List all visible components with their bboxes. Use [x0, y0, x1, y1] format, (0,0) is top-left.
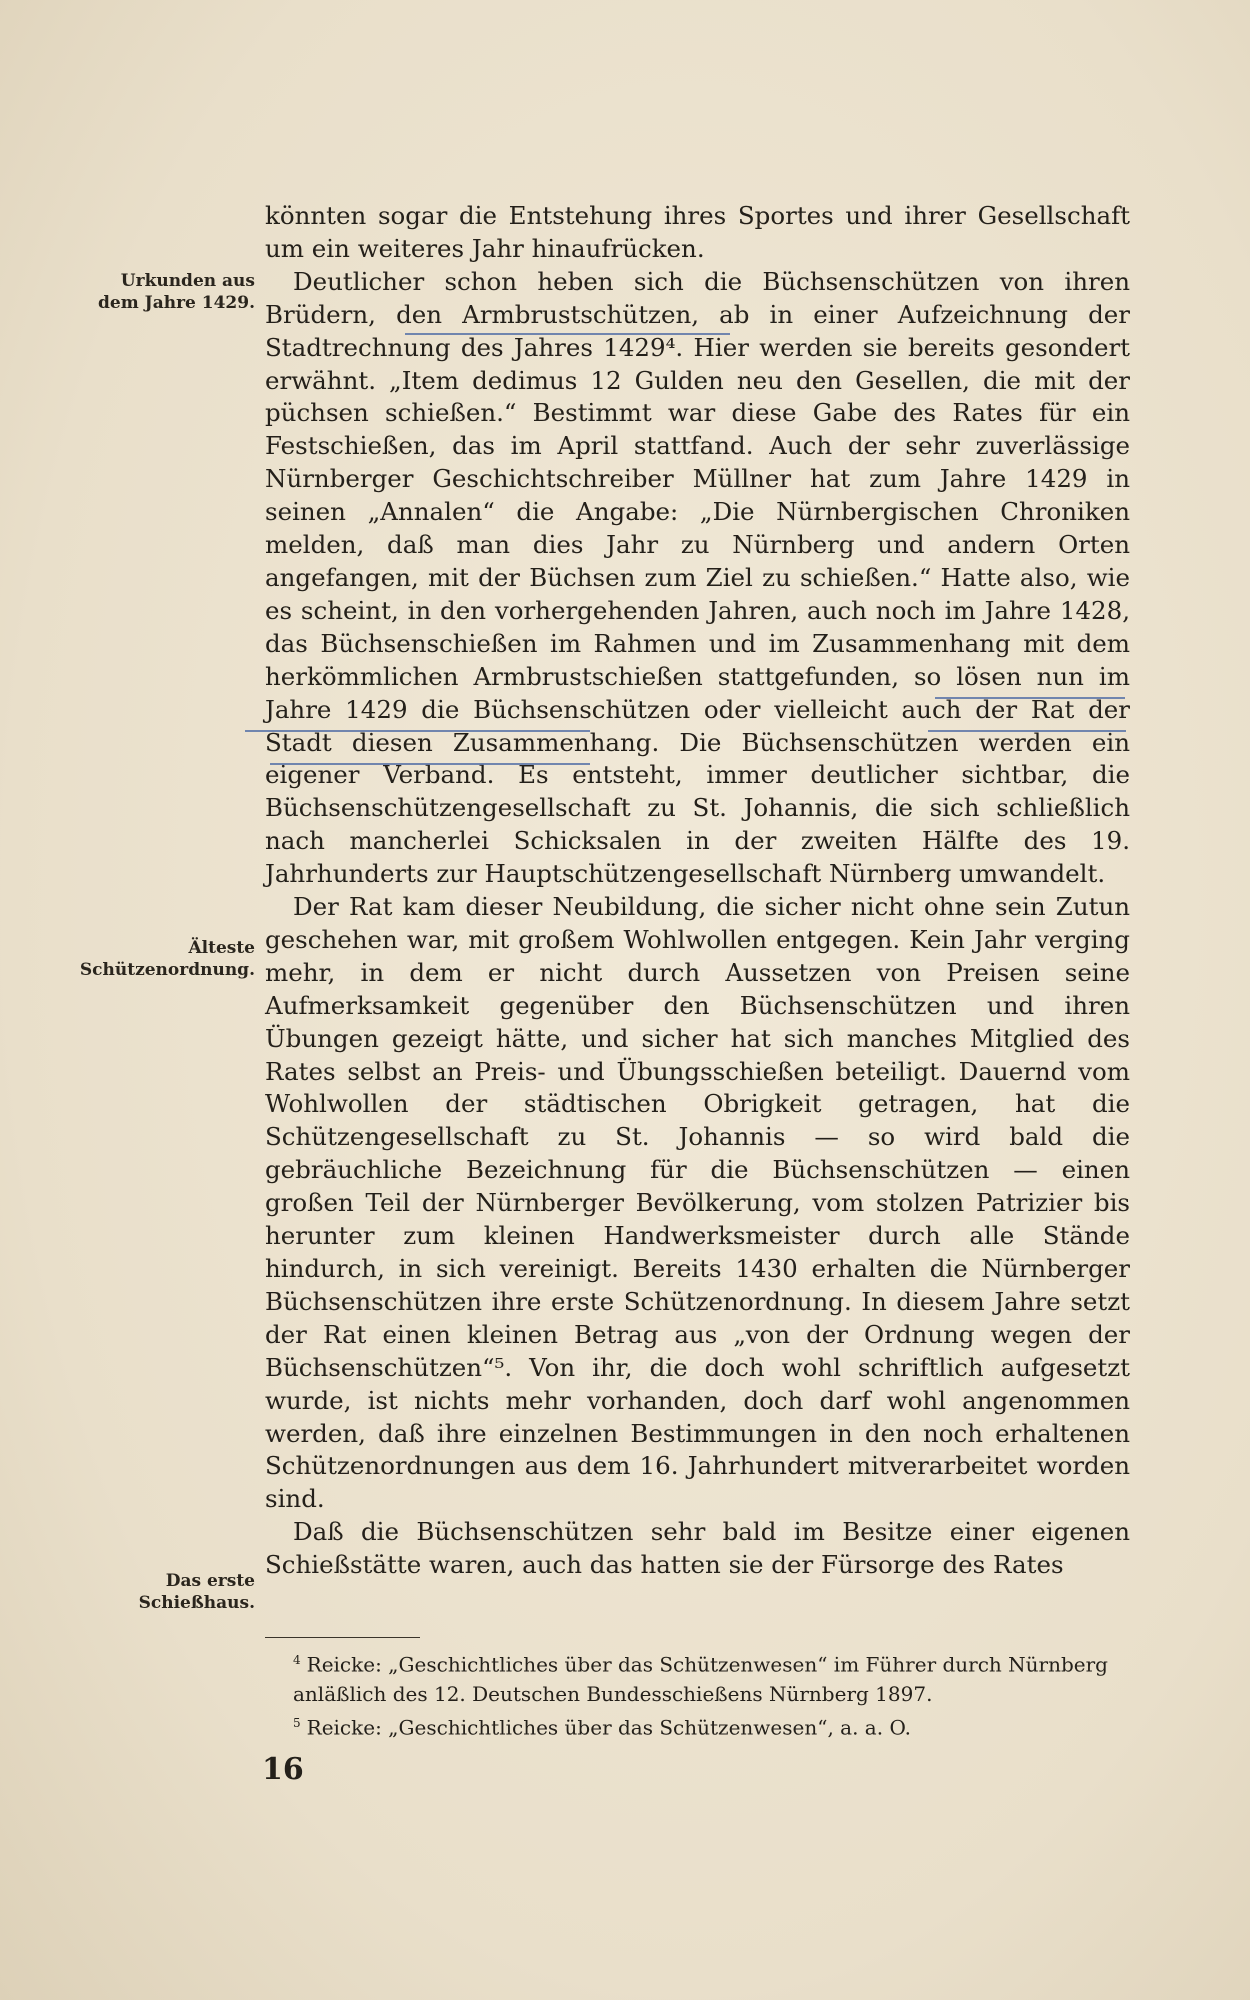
pencil-underline — [405, 333, 730, 335]
footnote-text: Reicke: „Geschichtliches über das Schützenwesen“ im Führer durch Nürnberg anläßlich des 12. Deutschen Bundesschießens Nürnberg 1897. — [293, 1652, 1108, 1706]
pencil-underline — [928, 730, 1126, 732]
body-text — [265, 200, 1130, 1582]
margin-note-line: dem Jahre 1429. — [98, 293, 255, 313]
pencil-underline — [245, 730, 590, 732]
pencil-underline — [270, 763, 590, 765]
margin-note-schuetzenordnung — [40, 937, 255, 981]
margin-note-line: Älteste — [188, 938, 255, 958]
page-number: 16 — [262, 1752, 304, 1787]
margin-note-urkunden — [40, 270, 255, 314]
footnotes — [265, 1646, 1130, 1742]
paragraph: könnten sogar die Entstehung ihres Sportes und ihrer Gesellschaft um ein weiteres Jahr hinaufrücken. — [265, 201, 1130, 263]
footnote-text: Reicke: „Geschichtliches über das Schützenwesen“, a. a. O. — [306, 1715, 912, 1740]
footnote — [265, 1646, 1130, 1709]
footnote — [265, 1709, 1130, 1743]
margin-note-schiesshaus — [40, 1570, 255, 1614]
paragraph: Daß die Büchsenschützen sehr bald im Besitze einer eigenen Schießstätte waren, auch das hatten sie der Fürsorge des Rates — [265, 1517, 1130, 1580]
margin-note-line: Schießhaus. — [138, 1593, 255, 1613]
footnote-mark: 5 — [293, 1715, 301, 1730]
pencil-underline — [935, 697, 1125, 699]
margin-note-line: Urkunden aus — [120, 271, 255, 291]
footnote-rule — [265, 1637, 420, 1638]
margin-note-line: Das erste — [165, 1571, 255, 1591]
footnote-mark: 4 — [293, 1653, 301, 1667]
margin-note-line: Schützenordnung. — [79, 960, 255, 980]
paragraph: Der Rat kam dieser Neubildung, die sicher nicht ohne sein Zutun geschehen war, mit großem Wohlwollen entgegen. Kein Jahr verging mehr, in dem er nicht durch Aussetzen von Preisen seine Aufmerksamkeit gegenüber den Büchsenschützen und ihren Übungen gezeigt hätte, und sicher hat sich manches Mitglied des Rates selbst an Preis- und Übungsschießen beteiligt. Dauernd vom Wohlwollen der städtischen Obrigkeit getragen, hat die Schützengesellschaft zu St. Johannis — so wird bald die gebräuchliche Bezeichnung für die Büchsenschützen — einen großen Teil der Nürnberger Bevölkerung, vom stolzen Patrizier bis herunter zum kleinen Handwerksmeister durch alle Stände hindurch, in sich vereinigt. Bereits 1430 erhalten die Nürnberger Büchsenschützen ihre erste Schützenordnung. In diesem Jahre setzt der Rat einen kleinen Betrag aus „von der Ordnung wegen der Büchsenschützen“⁵. Von ihr, die doch wohl schriftlich aufgesetzt wurde, ist nichts mehr vorhanden, doch darf wohl angenommen werden, daß ihre einzelnen Bestimmungen in den noch erhaltenen Schützenordnungen aus dem 16. Jahrhundert mitverarbeitet worden sind. — [265, 892, 1130, 1514]
paragraph: Deutlicher schon heben sich die Büchsenschützen von ihren Brüdern, den Armbrustschützen, ab in einer Aufzeichnung der Stadtrechnung des Jahres 1429⁴. Hier werden sie bereits gesondert erwähnt. „Item dedimus 12 Gulden neu den Gesellen, die mit der püchsen schießen.“ Bestimmt war diese Gabe des Rates für ein Festschießen, das im April stattfand. Auch der sehr zuverlässige Nürnberger Geschichtschreiber Müllner hat zum Jahre 1429 in seinen „Annalen“ die Angabe: „Die Nürnbergischen Chroniken melden, daß man dies Jahr zu Nürnberg und andern Orten angefangen, mit der Büchsen zum Ziel zu schießen.“ Hatte also, wie es scheint, in den vorhergehenden Jahren, auch noch im Jahre 1428, das Büchsenschießen im Rahmen und im Zusammenhang mit dem herkömmlichen Armbrustschießen stattgefunden, so lösen nun im Jahre 1429 die Büchsenschützen oder vielleicht auch der Rat der Stadt diesen Zusammenhang. Die Büchsenschützen werden ein eigener Verband. Es entsteht, immer deutlicher sichtbar, die Büchsenschützengesellschaft zu St. Johannis, die sich schließlich nach mancherlei Schicksalen in der zweiten Hälfte des 19. Jahrhunderts zur Hauptschützengesellschaft Nürnberg umwandelt. — [265, 266, 1130, 889]
